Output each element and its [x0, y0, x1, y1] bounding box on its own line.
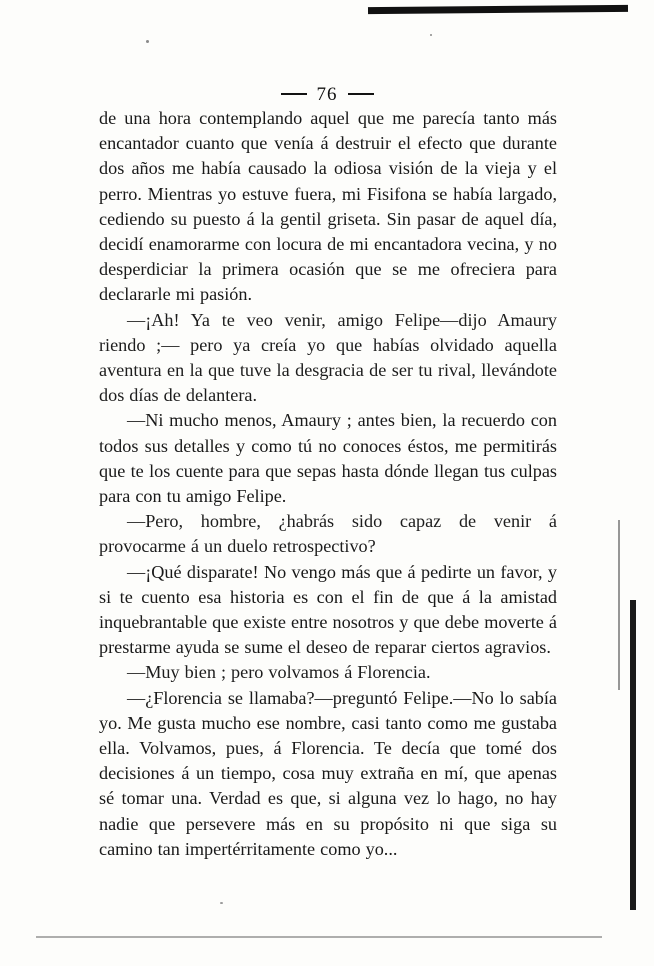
scan-artifact-bottom-rule [36, 936, 602, 938]
body-text [99, 106, 557, 862]
paragraph: —Muy bien ; pero volvamos á Florencia. [127, 662, 431, 683]
paragraph: —¡Qué disparate! No vengo más que á pedirte un favor, y si te cuento esa historia es con el fin de que á la amistad inquebrantable que existe entre nosotros y que debe moverte á prestarme ayuda se sume el deseo de reparar ciertos agravios. [99, 561, 557, 658]
scan-artifact-right-edge [630, 600, 636, 910]
page-folio [0, 84, 654, 106]
scan-speck [220, 902, 223, 904]
scan-artifact-right-edge-faint [618, 520, 620, 690]
scan-speck [430, 34, 432, 36]
paragraph: —Pero, hombre, ¿habrás sido capaz de venir á provocarme á un duelo retrospectivo? [99, 511, 557, 557]
folio-rule-left [281, 93, 307, 95]
paragraph: —¿Florencia se llamaba?—preguntó Felipe.—No lo sabía yo. Me gusta mucho ese nombre, casi tanto como me gustaba ella. Volvamos, pues, á Florencia. Te decía que tomé dos decisiones á un tiempo, cosa muy extraña en mí, que apenas sé tomar una. Verdad es que, si alguna vez lo hago, no hay nadie que persevere más en su propósito ni que siga su camino tan impertérritamente como yo... [99, 687, 557, 859]
scan-speck [146, 40, 149, 43]
paragraph: —Ni mucho menos, Amaury ; antes bien, la recuerdo con todos sus detalles y como tú no conoces éstos, me permitirás que te los cuente para que sepas hasta dónde llegan tus culpas para con tu amigo Felipe. [99, 410, 557, 507]
page-number: 76 [316, 84, 338, 105]
scan-artifact-top-right [368, 5, 628, 14]
paragraph: de una hora contemplando aquel que me parecía tanto más encantador cuanto que venía á destruir el efecto que durante dos años me había causado la odiosa visión de la vieja y el perro. Mientras yo estuve fuera, mi Fisifona se había largado, cediendo su puesto á la gentil griseta. Sin pasar de aquel día, decidí enamorarme con locura de mi encantadora vecina, y no desperdiciar la primera ocasión que se me ofreciera para declararle mi pasión. [99, 108, 557, 305]
paragraph: —¡Ah! Ya te veo venir, amigo Felipe—dijo Amaury riendo ;— pero ya creía yo que habías olvidado aquella aventura en la que tuve la desgracia de ser tu rival, llevándote dos días de delantera. [99, 309, 557, 406]
folio-rule-right [348, 93, 374, 95]
